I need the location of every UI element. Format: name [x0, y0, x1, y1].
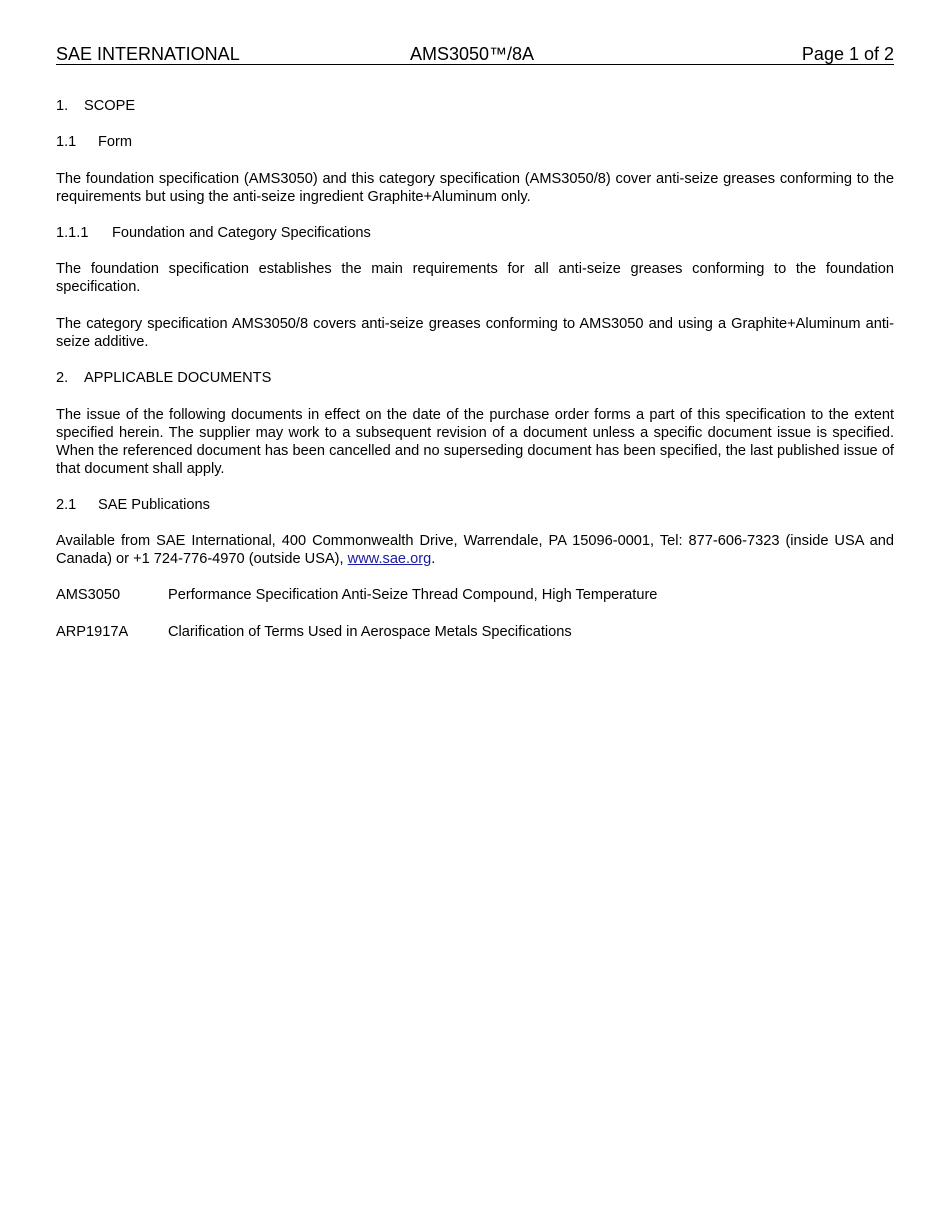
section-title: Foundation and Category Specifications: [112, 225, 371, 241]
paragraph-category-spec: The category specification AMS3050/8 covers anti-seize greases conforming to AMS3050 and using a Graphite+Aluminum anti-seize additive.: [56, 316, 894, 350]
section-title: SCOPE: [84, 98, 136, 114]
paragraph-sae-availability: [56, 532, 894, 568]
page-header: [56, 44, 894, 65]
section-number: 1.1.1: [56, 225, 89, 241]
header-page-number: Page 1 of 2: [801, 44, 894, 64]
section-heading-scope: [56, 97, 894, 115]
section-heading-sae-publications: [56, 496, 894, 514]
reference-code: AMS3050: [56, 587, 121, 603]
paragraph-applicable-documents: The issue of the following documents in effect on the date of the purchase order forms a part of this specification to the extent specified herein. The supplier may work to a subsequent revision of a document unless a specific document issue is specified. When the referenced document has been cancelled and no superseding document has been specified, the last published issue of that document shall apply.: [56, 407, 894, 477]
paragraph-foundation-spec: The foundation specification establishes the main requirements for all anti-seize greases conforming to the foundation specification.: [56, 261, 894, 295]
reference-title: Performance Specification Anti-Seize Thread Compound, High Temperature: [168, 587, 658, 603]
reference-code: ARP1917A: [56, 624, 129, 640]
availability-period: .: [431, 551, 436, 567]
section-title: Form: [98, 134, 133, 150]
paragraph-form: The foundation specification (AMS3050) and this category specification (AMS3050/8) cover anti-seize greases conforming to the requirements but using the anti-seize ingredient Graphite+Aluminum only.: [56, 171, 894, 205]
section-heading-form: [56, 133, 894, 151]
section-number: 1.1: [56, 134, 77, 150]
section-number: 2.1: [56, 497, 77, 513]
header-org: SAE INTERNATIONAL: [56, 44, 240, 64]
section-heading-foundation-category: [56, 224, 894, 242]
section-number: 1.: [56, 98, 69, 114]
section-title: APPLICABLE DOCUMENTS: [84, 370, 272, 386]
reference-title: Clarification of Terms Used in Aerospace Metals Specifications: [168, 624, 572, 640]
availability-text: Available from SAE International, 400 Commonwealth Drive, Warrendale, PA 15096-0001, Tel: 877-606-7323 (inside USA and Canada) or +1 724-776-4970 (outside USA),: [56, 533, 894, 567]
section-heading-applicable-documents: [56, 369, 894, 387]
section-number: 2.: [56, 370, 69, 386]
sae-website-link[interactable]: www.sae.org: [347, 551, 432, 567]
section-title: SAE Publications: [98, 497, 210, 513]
header-doc-id: AMS3050™/8A: [410, 44, 535, 64]
